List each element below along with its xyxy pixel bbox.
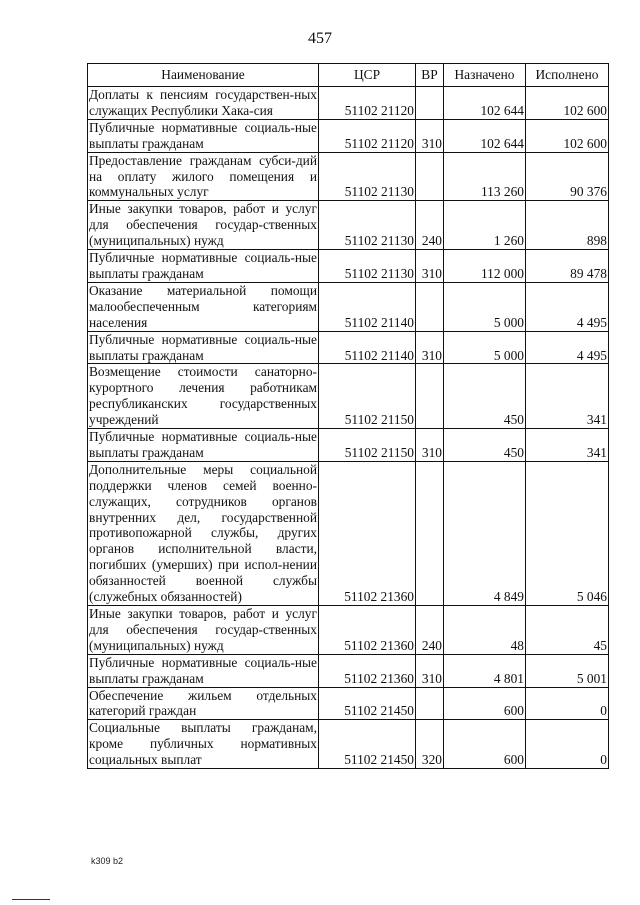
row-planned-cell: 5 000 (444, 282, 526, 331)
row-name-cell: Дополнительные меры социальной поддержки членов семей военно-служащих, сотрудников органов внутренних дел, государственной противопожарной службы, других органов исполнительной власти, погибших (умерших) при испол-нении обязанностей военной службы (служебных обязанностей) (89, 461, 317, 605)
row-csr-cell: 51102 21360 (319, 606, 416, 655)
header-vr: ВР (416, 64, 444, 87)
row-executed-cell: 0 (526, 720, 609, 769)
row-name-cell: Публичные нормативные социаль-ные выплаты гражданам (89, 250, 317, 281)
row-planned-cell: 600 (444, 720, 526, 769)
table-row (88, 654, 609, 687)
row-executed-cell: 898 (526, 201, 609, 250)
table-row (88, 606, 609, 655)
table-row (88, 250, 609, 283)
row-planned-cell: 112 000 (444, 250, 526, 283)
row-executed-cell: 4 495 (526, 331, 609, 364)
row-name-cell: Иные закупки товаров, работ и услуг для обеспечения государ-ственных (муниципальных) нужд (89, 606, 317, 653)
row-vr-cell (416, 364, 444, 429)
row-executed-cell: 341 (526, 364, 609, 429)
table-row (88, 152, 609, 201)
row-planned-cell: 113 260 (444, 152, 526, 201)
row-name-cell: Публичные нормативные социаль-ные выплаты гражданам (89, 331, 317, 363)
row-planned-cell: 102 644 (444, 87, 526, 120)
row-planned-cell: 4 849 (444, 461, 526, 605)
row-vr-cell (416, 87, 444, 120)
row-executed-cell: 4 495 (526, 282, 609, 331)
row-vr-cell: 310 (416, 654, 444, 687)
row-vr-cell (416, 687, 444, 720)
row-planned-cell: 4 801 (444, 654, 526, 687)
budget-table (87, 63, 609, 769)
header-name: Наименование (88, 64, 319, 87)
row-executed-cell: 45 (526, 606, 609, 655)
header-csr: ЦСР (319, 64, 416, 87)
row-name-cell: Публичные нормативные социаль-ные выплаты гражданам (89, 119, 317, 151)
row-executed-cell: 102 600 (526, 119, 609, 152)
table-header-row (88, 64, 609, 87)
table-row (88, 364, 609, 429)
row-executed-cell: 102 600 (526, 87, 609, 120)
row-csr-cell: 51102 21150 (319, 364, 416, 429)
row-csr-cell: 51102 21450 (319, 687, 416, 720)
table-row (88, 201, 609, 250)
row-csr-cell: 51102 21120 (319, 119, 416, 152)
table-row (88, 87, 609, 120)
row-vr-cell (416, 282, 444, 331)
row-planned-cell: 600 (444, 687, 526, 720)
page-number: 457 (308, 30, 332, 47)
row-vr-cell: 240 (416, 201, 444, 250)
row-csr-cell: 51102 21130 (319, 250, 416, 283)
table-row (88, 429, 609, 462)
row-name-cell: Социальные выплаты гражданам, кроме публичных нормативных социальных выплат (89, 720, 317, 768)
row-vr-cell (416, 461, 444, 605)
row-vr-cell: 310 (416, 331, 444, 364)
row-executed-cell: 0 (526, 687, 609, 720)
row-name-cell: Оказание материальной помощи малообеспеченным категориям населения (89, 282, 317, 330)
row-vr-cell: 240 (416, 606, 444, 655)
row-planned-cell: 48 (444, 606, 526, 655)
row-name-cell: Возмещение стоимости санаторно-курортного лечения работникам республиканских государственных учреждений (89, 364, 317, 428)
row-csr-cell: 51102 21140 (319, 282, 416, 331)
row-name-cell: Доплаты к пенсиям государствен-ных служащих Республики Хака-сия (89, 87, 317, 118)
row-vr-cell (416, 152, 444, 201)
table-row (88, 119, 609, 152)
row-csr-cell: 51102 21360 (319, 654, 416, 687)
row-vr-cell: 310 (416, 250, 444, 283)
row-planned-cell: 450 (444, 429, 526, 462)
table-row (88, 282, 609, 331)
table-row (88, 687, 609, 720)
table-row (88, 720, 609, 769)
row-name-cell: Предоставление гражданам субси-дий на оплату жилого помещения и коммунальных услуг (89, 152, 317, 200)
footer-rule (12, 899, 50, 900)
row-planned-cell: 5 000 (444, 331, 526, 364)
row-executed-cell: 341 (526, 429, 609, 462)
row-executed-cell: 5 046 (526, 461, 609, 605)
row-planned-cell: 102 644 (444, 119, 526, 152)
row-csr-cell: 51102 21150 (319, 429, 416, 462)
row-csr-cell: 51102 21140 (319, 331, 416, 364)
row-executed-cell: 89 478 (526, 250, 609, 283)
row-vr-cell: 320 (416, 720, 444, 769)
table-row (88, 331, 609, 364)
row-csr-cell: 51102 21450 (319, 720, 416, 769)
table-body (88, 87, 609, 769)
row-executed-cell: 90 376 (526, 152, 609, 201)
row-csr-cell: 51102 21360 (319, 461, 416, 605)
row-planned-cell: 1 260 (444, 201, 526, 250)
row-vr-cell: 310 (416, 429, 444, 462)
row-executed-cell: 5 001 (526, 654, 609, 687)
row-csr-cell: 51102 21130 (319, 201, 416, 250)
footer-code: k309 b2 (91, 856, 124, 866)
row-name-cell: Обеспечение жильем отдельных категорий граждан (89, 687, 317, 719)
row-name-cell: Публичные нормативные социаль-ные выплаты гражданам (89, 429, 317, 460)
row-csr-cell: 51102 21120 (319, 87, 416, 120)
row-vr-cell: 310 (416, 119, 444, 152)
row-planned-cell: 450 (444, 364, 526, 429)
row-name-cell: Публичные нормативные социаль-ные выплаты гражданам (89, 654, 317, 686)
row-name-cell: Иные закупки товаров, работ и услуг для обеспечения государ-ственных (муниципальных) нужд (89, 201, 317, 249)
header-executed: Исполнено (526, 64, 609, 87)
header-planned: Назначено (444, 64, 526, 87)
table-row (88, 461, 609, 605)
row-csr-cell: 51102 21130 (319, 152, 416, 201)
